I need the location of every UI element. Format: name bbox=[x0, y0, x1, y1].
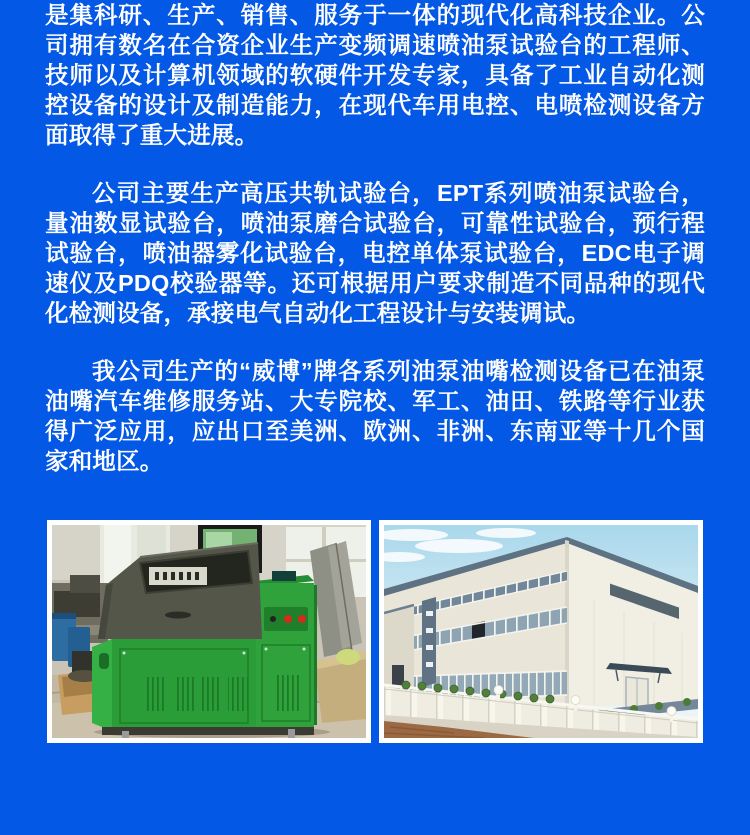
paragraph-company-overview: 是集科研、生产、销售、服务于一体的现代化高科技企业。公司拥有数名在合资企业生产变频调速喷油泵试验台的工程师、技师以及计算机领域的软硬件开发专家，具备了工业自动化测控设备的设计及制造能力，在现代车用电控、电喷检测设备方面取得了重大进展。 bbox=[45, 2, 705, 148]
company-description bbox=[45, 0, 705, 476]
paragraph-products: 公司主要生产高压共轨试验台，EPT系列喷油泵试验台，量油数显试验台，喷油泵磨合试验台，可靠性试验台，预行程试验台，喷油器雾化试验台，电控单体泵试验台，EDC电子调速仪及PDQ校验器等。还可根据用户要求制造不同品种的现代化检测设备，承接电气自动化工程设计与安装调试。 bbox=[45, 180, 705, 326]
fuel-injection-test-bench-photo bbox=[47, 520, 371, 743]
test-bench-illustration bbox=[52, 525, 366, 738]
factory-illustration bbox=[384, 525, 698, 738]
photo-row bbox=[47, 520, 703, 743]
paragraph-brand-applications: 我公司生产的“威博”牌各系列油泵油嘴检测设备已在油泵油嘴汽车维修服务站、大专院校、军工、油田、铁路等行业获得广泛应用，应出口至美洲、欧洲、非洲、东南亚等十几个国家和地区。 bbox=[45, 358, 705, 474]
factory-building-photo bbox=[379, 520, 703, 743]
